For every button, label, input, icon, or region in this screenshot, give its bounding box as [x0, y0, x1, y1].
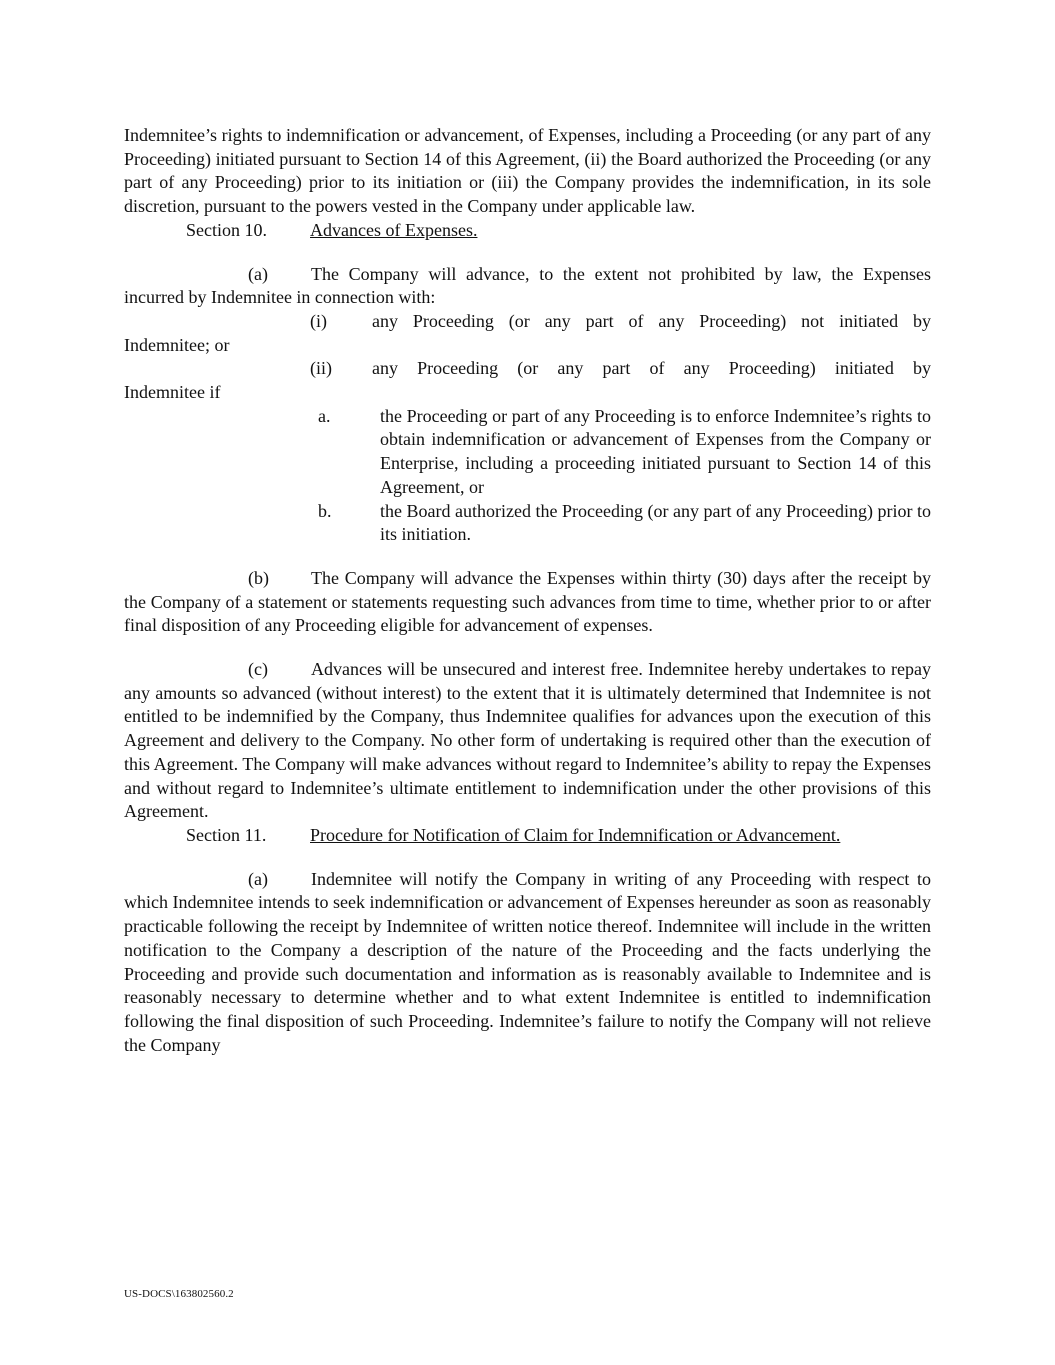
- section-10-c-text: Advances will be unsecured and interest free. Indemnitee hereby undertakes to repay any amounts so advanced (without interest) to the extent that it is ultimately determined that Indemnitee is not entitled to be indemnified by the Company, thus Indemnitee qualifies for advances upon the execution of this Agreement and delivery to the Company. No other form of undertaking is required other than the execution of this Agreement. The Company will make advances without regard to Indemnitee’s ability to repay the Expenses and without regard to Indemnitee’s ultimate entitlement to indemnification under the other provisions of this Agreement.: [124, 659, 931, 822]
- section-10-c-paragraph: [124, 658, 931, 824]
- sub-b-text: the Board authorized the Proceeding (or any part of any Proceeding) prior to its initiation.: [380, 500, 931, 545]
- section-10-a-ii-line: [124, 357, 931, 381]
- sub-a-text: the Proceeding or part of any Proceeding is to enforce Indemnitee’s rights to obtain indemnification or advancement of Expenses from the Company or Enterprise, including a proceeding initiated pursuant to Section 14 of this Agreement, or: [380, 405, 931, 497]
- sub-a-label: a.: [318, 405, 331, 426]
- section-11-a-paragraph: [124, 868, 931, 1058]
- section-10-a-i-text: any Proceeding (or any part of any Proceeding) not initiated by: [372, 310, 931, 331]
- section-10-a-ii-text: any Proceeding (or any part of any Proceeding) initiated by: [372, 358, 931, 379]
- section-11-a-text: Indemnitee will notify the Company in writing of any Proceeding with respect to which Indemnitee intends to seek indemnification or advancement of Expenses hereunder as soon as reasonably practicable following the receipt by Indemnitee of written notice thereof. Indemnitee will include in the written notification to the Company a description of the nature of the Proceeding and the facts underlying the Proceeding and provide such documentation and information as is reasonably available to Indemnitee and is reasonably necessary to determine whether and to what extent Indemnitee is entitled to indemnification following the final disposition of such Proceeding. Indemnitee’s failure to notify the Company will not relieve the Company: [124, 868, 931, 1055]
- section-11-title: Procedure for Notification of Claim for Indemnification or Advancement.: [310, 824, 841, 845]
- section-10-a-sub-b: [124, 500, 931, 547]
- section-10-heading: [124, 219, 931, 243]
- section-10-a-paragraph: [124, 263, 931, 310]
- section-10-a-ii-continuation: Indemnitee if: [124, 382, 221, 403]
- section-10-a-i-line: [124, 310, 931, 334]
- section-10-b-paragraph: [124, 567, 931, 638]
- sub-b-label: b.: [318, 500, 332, 521]
- continuation-paragraph: Indemnitee’s rights to indemnification or advancement, of Expenses, including a Proceeding (or any part of any Proceeding) initiated pursuant to Section 14 of this Agreement, (ii) the Board authorized the Proceeding (or any part of any Proceeding) prior to its initiation or (iii) the Company provides the indemnification, in its sole discretion, pursuant to the powers vested in the Company under applicable law.: [124, 125, 931, 217]
- section-10-a-label: (a): [248, 263, 268, 284]
- section-10-b-label: (b): [248, 567, 269, 588]
- section-10-c-label: (c): [248, 659, 268, 680]
- section-10-number: Section 10.: [186, 219, 267, 240]
- section-11-heading: [124, 824, 931, 848]
- document-body: [124, 124, 931, 1057]
- document-footer-id: US-DOCS\163802560.2: [124, 1288, 234, 1300]
- section-11-number: Section 11.: [186, 824, 267, 845]
- section-10-a-i-label: (i): [310, 310, 327, 331]
- section-10-a-i-continuation: Indemnitee; or: [124, 334, 230, 355]
- section-11-a-label: (a): [248, 868, 268, 889]
- section-10-a-text: The Company will advance, to the extent not prohibited by law, the Expenses incurred by Indemnitee in connection with:: [124, 263, 931, 308]
- section-10-title: Advances of Expenses.: [310, 219, 478, 240]
- section-10-b-text: The Company will advance the Expenses within thirty (30) days after the receipt by the Company of a statement or statements requesting such advances from time to time, whether prior to or after final disposition of any Proceeding eligible for advancement of expenses.: [124, 567, 931, 636]
- section-10-a-ii-label: (ii): [310, 358, 332, 379]
- section-10-a-sub-a: [124, 405, 931, 500]
